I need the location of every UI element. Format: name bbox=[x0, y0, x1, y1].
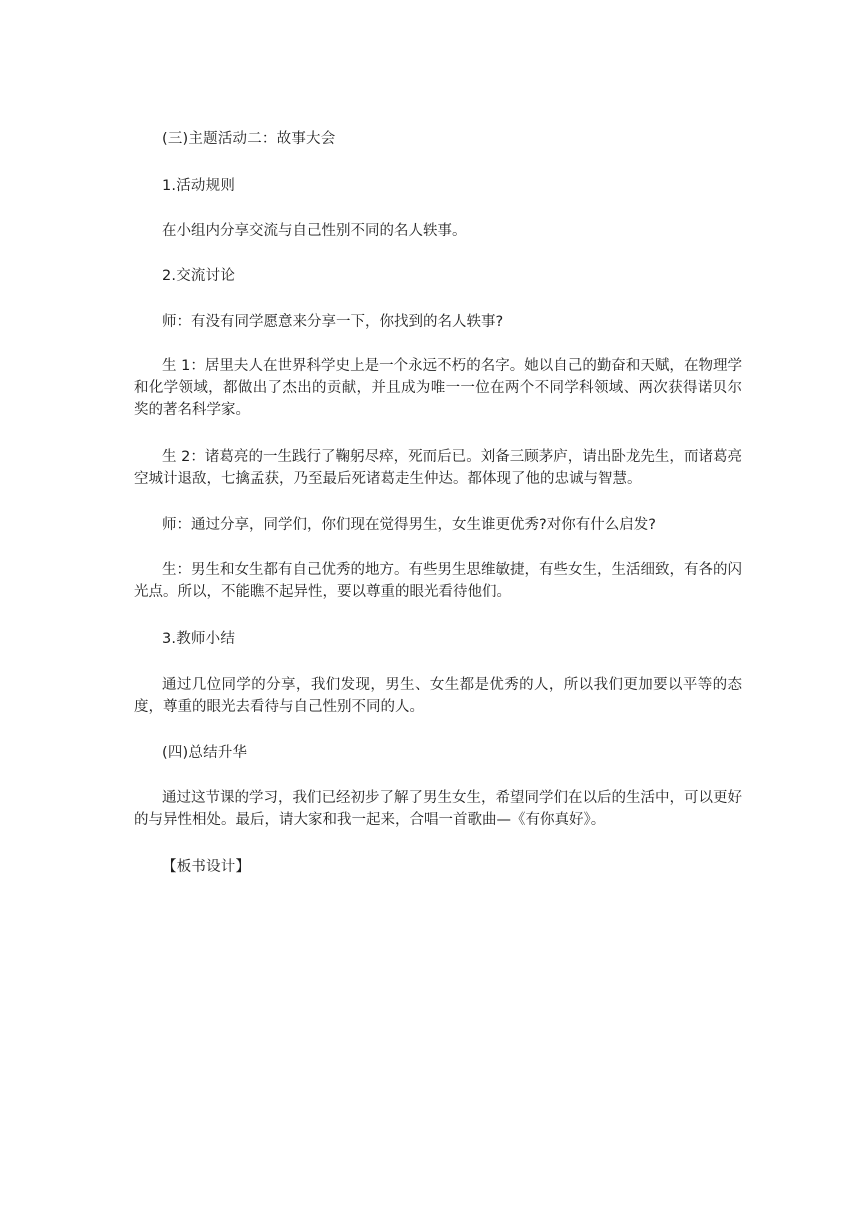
conclusion-paragraph: 通过这节课的学习，我们已经初步了解了男生女生，希望同学们在以后的生活中，可以更好的与异性相处。最后，请大家和我一起来，合唱一首歌曲—《有你真好》。 bbox=[134, 790, 742, 828]
rules-text: 在小组内分享交流与自己性别不同的名人轶事。 bbox=[162, 223, 467, 239]
section-heading-3: (三)主题活动二：故事大会 bbox=[162, 131, 336, 147]
section-heading-4: (四)总结升华 bbox=[162, 745, 248, 761]
student-1-paragraph: 生 1：居里夫人在世界科学史上是一个永远不朽的名字。她以自己的勤奋和天赋，在物理学和化学领域，都做出了杰出的贡献，并且成为唯一一位在两个不同学科领域、两次获得诺贝尔奖的著名科学家。 bbox=[134, 358, 742, 418]
summary-paragraph: 通过几位同学的分享，我们发现，男生、女生都是优秀的人，所以我们更加要以平等的态度，尊重的眼光去看待与自己性别不同的人。 bbox=[134, 677, 742, 715]
student-answer-paragraph: 生：男生和女生都有自己优秀的地方。有些男生思维敏捷，有些女生，生活细致，有各的闪光点。所以，不能瞧不起异性，要以尊重的眼光看待他们。 bbox=[134, 562, 742, 600]
student-2-paragraph: 生 2：诸葛亮的一生践行了鞠躬尽瘁，死而后已。刘备三顾茅庐，请出卧龙先生，而诸葛亮空城计退敌，七擒孟获，乃至最后死诸葛走生仲达。都体现了他的忠诚与智慧。 bbox=[134, 449, 742, 487]
board-design-heading: 【板书设计】 bbox=[162, 859, 251, 875]
discussion-heading: 2.交流讨论 bbox=[162, 268, 236, 284]
teacher-question-2: 师：通过分享，同学们，你们现在觉得男生，女生谁更优秀?对你有什么启发? bbox=[162, 517, 656, 533]
summary-heading: 3.教师小结 bbox=[162, 631, 236, 647]
rules-heading: 1.活动规则 bbox=[162, 178, 236, 194]
teacher-question-1: 师：有没有同学愿意来分享一下，你找到的名人轶事? bbox=[162, 314, 504, 330]
